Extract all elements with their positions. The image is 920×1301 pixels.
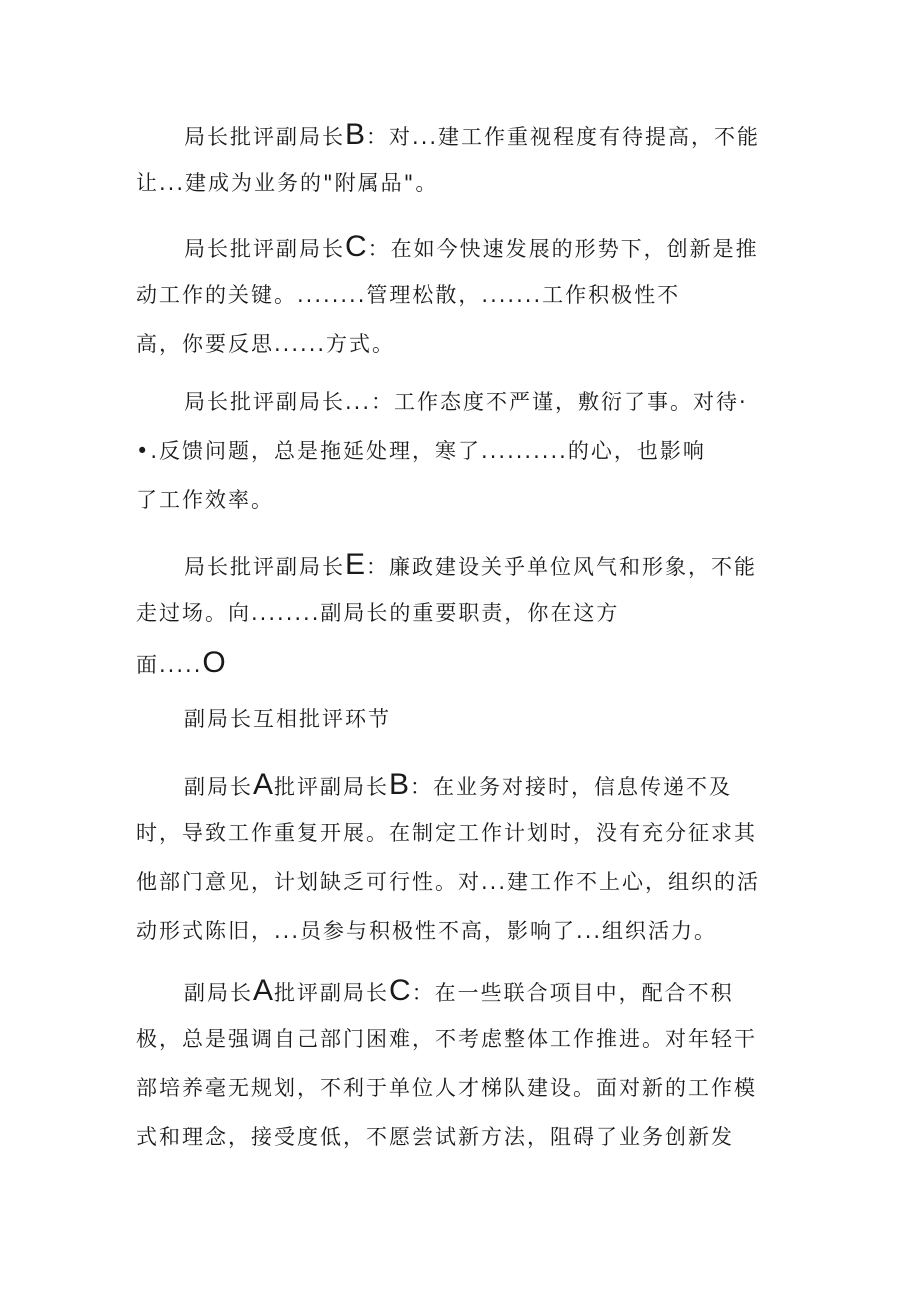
text-run: 副局长 [184,981,253,1005]
text-line [136,858,786,907]
text-line [136,320,786,369]
text-line [136,966,786,1015]
text-line [136,1113,786,1162]
text-line [136,809,786,858]
text-run: 他部门意见，计划缺乏可行性。对...建工作不上心，组织的活 [136,870,761,894]
paragraph-mutual-a-b [136,760,786,956]
text-run: 动形式陈旧，...员参与积极性不高，影响了...组织活力。 [136,919,718,943]
text-run: 批评副局长 [274,981,390,1005]
text-line [136,222,786,271]
text-run: 面..... [136,653,203,677]
text-line [136,110,786,159]
text-line [136,589,786,638]
text-run: 副局长 [184,775,253,799]
text-run: 局长批评副局长 [184,555,345,579]
text-run: 动工作的关键。........管理松散，.......工作积极性不 [136,283,681,307]
text-run: ：对...建工作重视程度有待提高，不能 [366,125,761,149]
person-letter: E [345,548,367,581]
trailing-mark: O [202,646,227,679]
text-run: 高，你要反思......方式。 [136,332,396,356]
text-run: ：廉政建设关乎单位风气和形象，不能 [366,555,758,579]
paragraph-criticism-e [136,540,786,687]
text-line [136,760,786,809]
person-letter: C [389,974,412,1007]
text-run: 批评副局长 [274,775,390,799]
text-line [136,427,786,476]
text-run: 局长批评副局长 [184,125,345,149]
text-run: ：在如今快速发展的形势下，创新是推 [367,237,759,261]
text-line [136,271,786,320]
text-line [136,159,786,208]
person-letter: B [389,768,411,801]
paragraph-criticism-b [136,110,786,208]
text-run: 时，导致工作重复开展。在制定工作计划时，没有充分征求其 [136,821,757,845]
text-run: ：在业务对接时，信息传递不及 [410,775,733,799]
text-run: •.反馈问题，总是拖延处理，寒了..........的心，也影响 [136,439,706,463]
text-line [136,1015,786,1064]
paragraph-criticism-c [136,222,786,369]
text-line [136,907,786,956]
text-run: 式和理念，接受度低，不愿尝试新方法，阻碍了业务创新发 [136,1125,734,1149]
text-run: 极，总是强调自己部门困难，不考虑整体工作推进。对年轻干 [136,1027,757,1051]
text-run: 局长批评副局长...：工作态度不严谨，敷衍了事。对待· [184,390,748,414]
text-line [136,638,786,687]
text-line [136,540,786,589]
text-run: 了工作效率。 [136,488,274,512]
paragraph-criticism-d [136,378,786,525]
paragraph-mutual-a-c [136,966,786,1162]
text-line [136,476,786,525]
person-letter: A [253,974,275,1007]
person-letter: B [345,118,367,151]
section-heading: 副局长互相批评环节 [184,707,391,731]
text-line [136,378,786,427]
person-letter: A [253,768,275,801]
text-run: 局长批评副局长 [184,237,345,261]
text-run: 走过场。向........副局长的重要职责，你在这方 [136,601,620,625]
text-run: 让...建成为业务的"附属品"。 [136,171,439,195]
text-run: ：在一些联合项目中，配合不积 [411,981,734,1005]
text-line [136,1064,786,1113]
person-letter: C [345,230,368,263]
text-run: 部培养毫无规划，不利于单位人才梯队建设。面对新的工作模 [136,1076,757,1100]
